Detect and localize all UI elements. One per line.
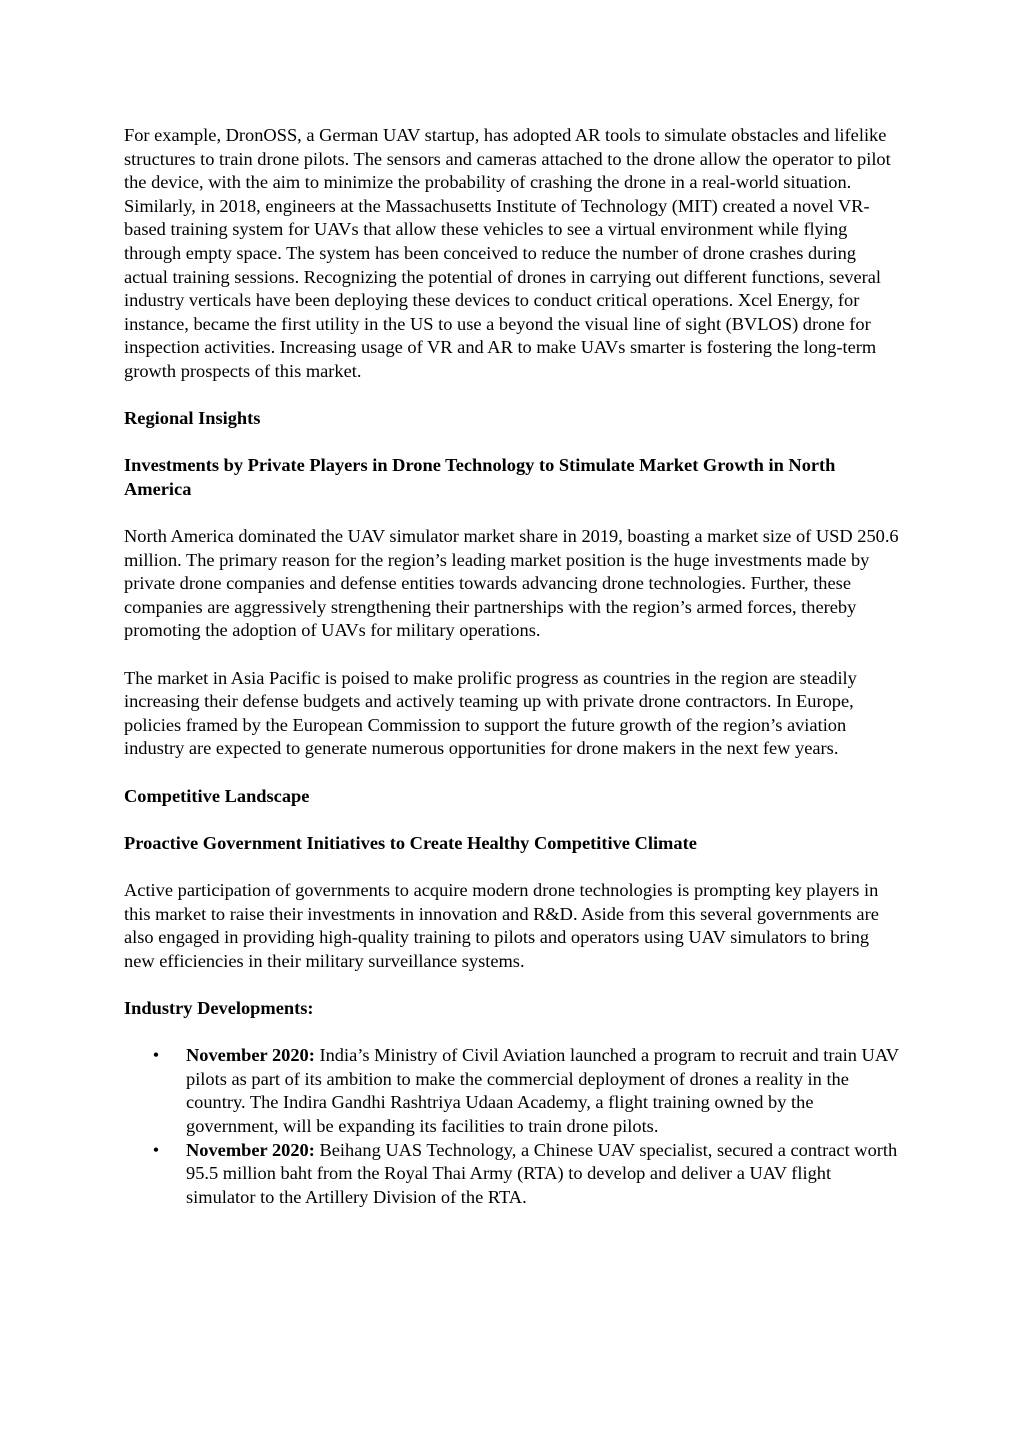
list-item [124, 1139, 904, 1210]
regional-insights-heading: Regional Insights [124, 408, 261, 429]
industry-developments-heading: Industry Developments: [124, 997, 314, 1018]
regional-insights-subheading: Investments by Private Players in Drone Technology to Stimulate Market Growth in North America [124, 455, 836, 499]
bullet-icon: • [152, 1045, 160, 1066]
development-date: November 2020: [186, 1139, 315, 1160]
list-item [124, 1044, 904, 1138]
competitive-landscape-subheading: Proactive Government Initiatives to Create Healthy Competitive Climate [124, 832, 697, 853]
development-text: India’s Ministry of Civil Aviation launched a program to recruit and train UAV pilots as part of its ambition to make the commercial deployment of drones a reality in the country. The Indira Gandhi Rashtriya Udaan Academy, a flight training owned by the government, will be expanding its facilities to train drone pilots. [186, 1045, 899, 1136]
development-date: November 2020: [186, 1045, 315, 1066]
asia-europe-paragraph: The market in Asia Pacific is poised to make prolific progress as countries in the region are steadily increasing their defense budgets and actively teaming up with private drone contractors. In Europe, policies framed by the European Commission to support the future growth of the region’s aviation industry are expected to generate numerous opportunities for drone makers in the next few years. [124, 667, 857, 759]
industry-developments-list [124, 1044, 904, 1209]
competitive-landscape-paragraph: Active participation of governments to acquire modern drone technologies is prompting key players in this market to raise their investments in innovation and R&D. Aside from this several governments are also engaged in providing high-quality training to pilots and operators using UAV simulators to bring new efficiencies in their military surveillance systems. [124, 880, 879, 971]
development-text: Beihang UAS Technology, a Chinese UAV specialist, secured a contract worth 95.5 million baht from the Royal Thai Army (RTA) to develop and deliver a UAV flight simulator to the Artillery Division of the RTA. [186, 1139, 898, 1207]
bullet-icon: • [152, 1139, 160, 1160]
document-page [124, 124, 904, 1209]
competitive-landscape-heading: Competitive Landscape [124, 785, 310, 806]
north-america-paragraph: North America dominated the UAV simulator market share in 2019, boasting a market size of USD 250.6 million. The primary reason for the region’s leading market position is the huge investments made by private drone companies and defense entities towards advancing drone technologies. Further, these companies are aggressively strengthening their partnerships with the region’s armed forces, thereby promoting the adoption of UAVs for military operations. [124, 526, 899, 641]
intro-paragraph: For example, DronOSS, a German UAV startup, has adopted AR tools to simulate obstacles and lifelike structures to train drone pilots. The sensors and cameras attached to the drone allow the operator to pilot the device, with the aim to minimize the probability of crashing the drone in a real-world situation. Similarly, in 2018, engineers at the Massachusetts Institute of Technology (MIT) created a novel VR-based training system for UAVs that allow these vehicles to see a virtual environment while flying through empty space. The system has been conceived to reduce the number of drone crashes during actual training sessions. Recognizing the potential of drones in carrying out different functions, several industry verticals have been deploying these devices to conduct critical operations. Xcel Energy, for instance, became the first utility in the US to use a beyond the visual line of sight (BVLOS) drone for inspection activities. Increasing usage of VR and AR to make UAVs smarter is fostering the long-term growth prospects of this market. [124, 125, 891, 381]
